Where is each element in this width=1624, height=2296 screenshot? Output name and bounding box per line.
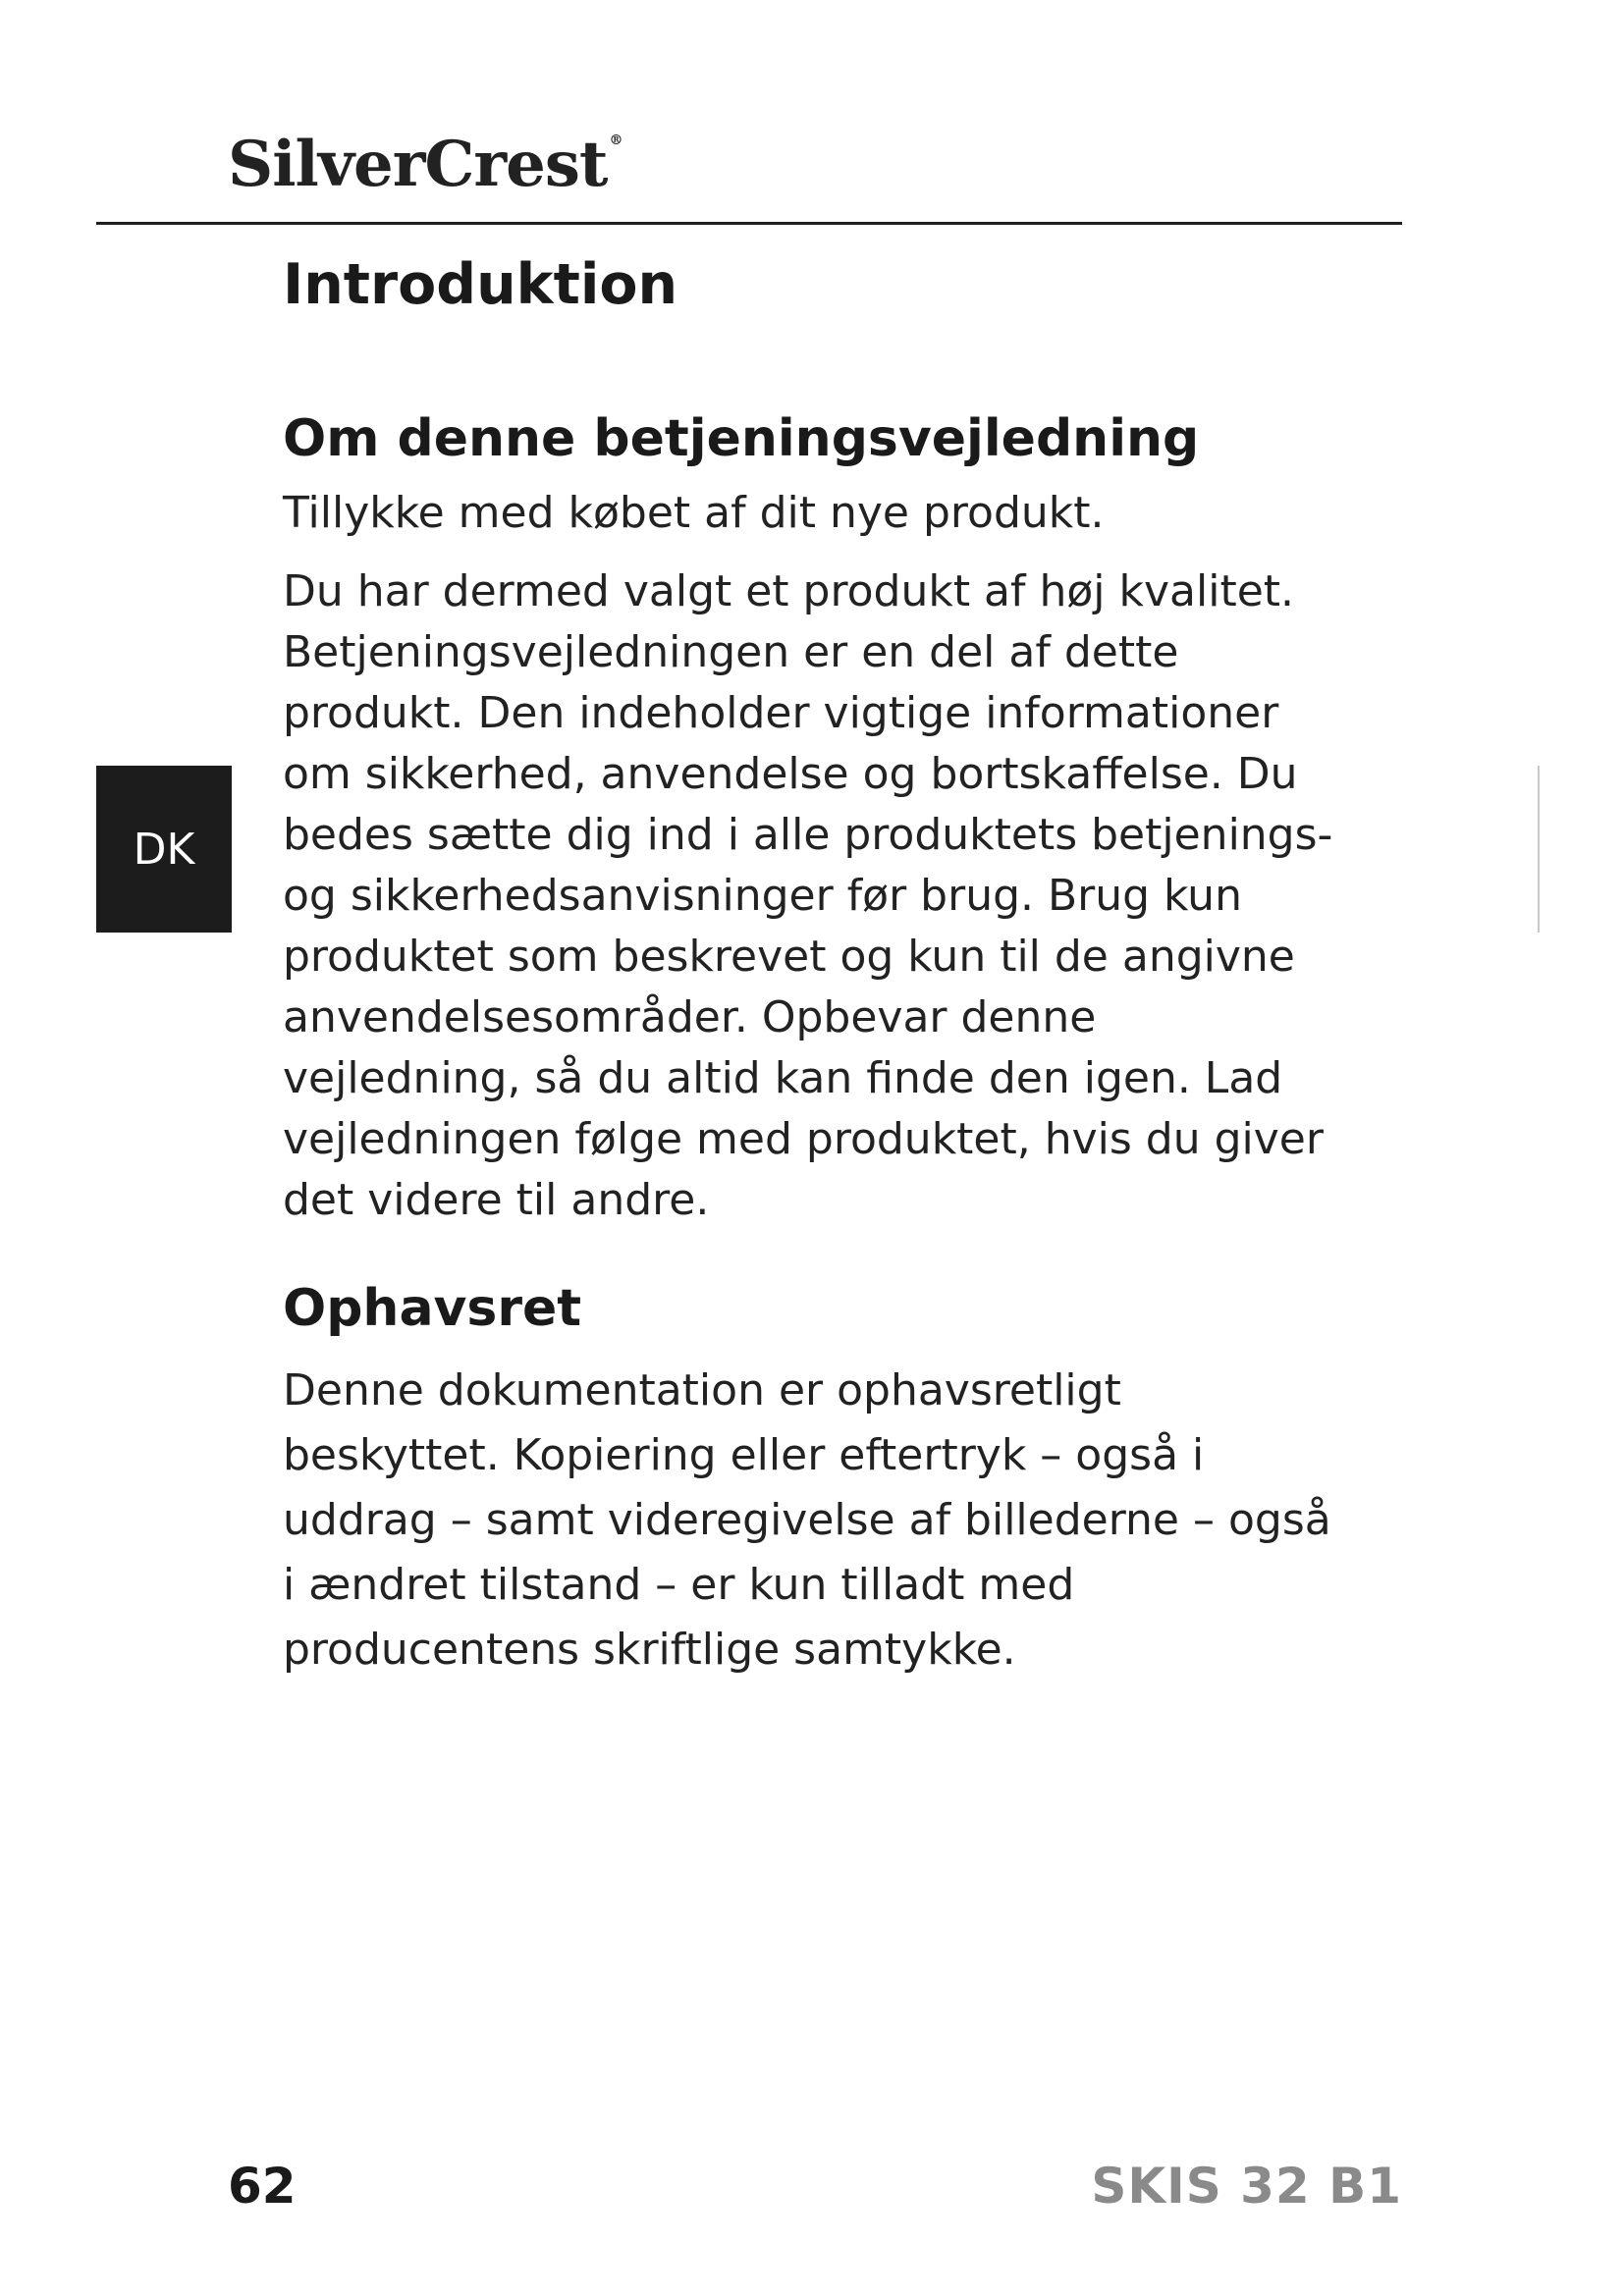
page-content — [283, 243, 1343, 1700]
language-tab-label: DK — [133, 824, 195, 875]
paragraph-copyright: Denne dokumentation er ophavsretligt beskyttet. Kopiering eller eftertryk – også i uddrag – samt videregivelse af billederne – også i ændret tilstand – er kun tilladt med producentens skriftlige samtykke. — [283, 1365, 1331, 1675]
page-number: 62 — [228, 2158, 297, 2215]
section-heading-manual: Om denne betjeningsvejledning — [283, 409, 1200, 468]
model-number: SKIS 32 B1 — [1091, 2158, 1402, 2215]
section-copyright — [283, 1274, 1343, 1682]
paragraph-congratulations: Tillykke med købet af dit nye produkt. — [283, 488, 1105, 538]
page-edge-mark — [1538, 766, 1540, 933]
language-tab — [96, 766, 232, 933]
page-title: Introduktion — [283, 252, 678, 317]
brand-name: SilverCrest — [228, 128, 608, 201]
registered-mark: ® — [609, 133, 623, 148]
paragraph-manual-info: Du har dermed valgt et produkt af høj kvalitet. Betjeningsvejledningen er en del af dette produkt. Den indeholder vigtige informationer om sikkerhed, anvendelse og bortskaffelse. Du bedes sætte dig ind i alle produktets betjenings- og sikkerhedsanvisninger før brug. Brug kun produktet som beskrevet og kun til de angivne anvendelsesområder. Opbevar denne vejledning, så du altid kan finde den igen. Lad vejledningen følge med produktet, hvis du giver det videre til andre. — [283, 566, 1333, 1225]
section-heading-copyright: Ophavsret — [283, 1279, 582, 1338]
brand-logo — [228, 128, 622, 201]
header-divider — [96, 222, 1402, 225]
section-manual — [283, 404, 1343, 1231]
